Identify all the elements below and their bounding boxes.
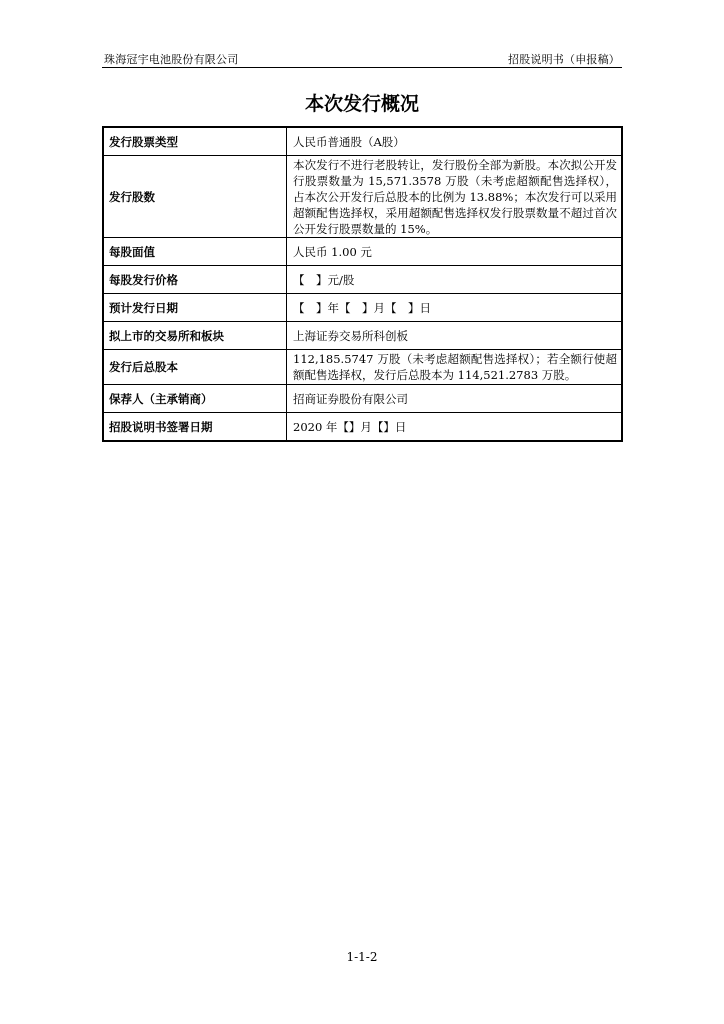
row-label: 保荐人（主承销商） xyxy=(103,385,287,413)
table-row xyxy=(103,127,622,156)
page-title: 本次发行概况 xyxy=(304,93,419,115)
table-row xyxy=(103,156,622,238)
row-value: 人民币 1.00 元 xyxy=(287,238,623,266)
row-value: 112,185.5747 万股（未考虑超额配售选择权）；若全额行使超额配售选择权，发行后总股本为 114,521.2783 万股。 xyxy=(287,350,623,385)
row-label: 每股面值 xyxy=(103,238,287,266)
table-row xyxy=(103,266,622,294)
row-value: 【 】年【 】月【 】日 xyxy=(287,294,623,322)
table-row xyxy=(103,322,622,350)
page-number: 1-1-2 xyxy=(346,950,378,964)
row-value: 2020 年【】月【】日 xyxy=(287,413,623,442)
row-value: 本次发行不进行老股转让，发行股份全部为新股。本次拟公开发行股票数量为 15,571.3578 万股（未考虑超额配售选择权），占本次公开发行后总股本的比例为 13.88%；本次发行可以采用超额配售选择权，采用超额配售选择权发行股票数量不超过首次公开发行股票数量的 15%。 xyxy=(287,156,623,238)
table-row xyxy=(103,294,622,322)
row-label: 拟上市的交易所和板块 xyxy=(103,322,287,350)
row-label: 发行股票类型 xyxy=(103,127,287,156)
row-value: 【 】元/股 xyxy=(287,266,623,294)
header-divider xyxy=(102,67,622,68)
issuance-overview-table xyxy=(102,126,623,442)
header-document-name: 招股说明书（申报稿） xyxy=(508,53,620,66)
table-row xyxy=(103,238,622,266)
row-label: 发行后总股本 xyxy=(103,350,287,385)
row-label: 预计发行日期 xyxy=(103,294,287,322)
row-label: 每股发行价格 xyxy=(103,266,287,294)
row-value: 招商证券股份有限公司 xyxy=(287,385,623,413)
row-value: 上海证券交易所科创板 xyxy=(287,322,623,350)
table-row xyxy=(103,413,622,442)
table-row xyxy=(103,385,622,413)
row-label: 招股说明书签署日期 xyxy=(103,413,287,442)
row-value: 人民币普通股（A股） xyxy=(287,127,623,156)
table-row xyxy=(103,350,622,385)
row-label: 发行股数 xyxy=(103,156,287,238)
header-company-name: 珠海冠宇电池股份有限公司 xyxy=(104,53,239,66)
